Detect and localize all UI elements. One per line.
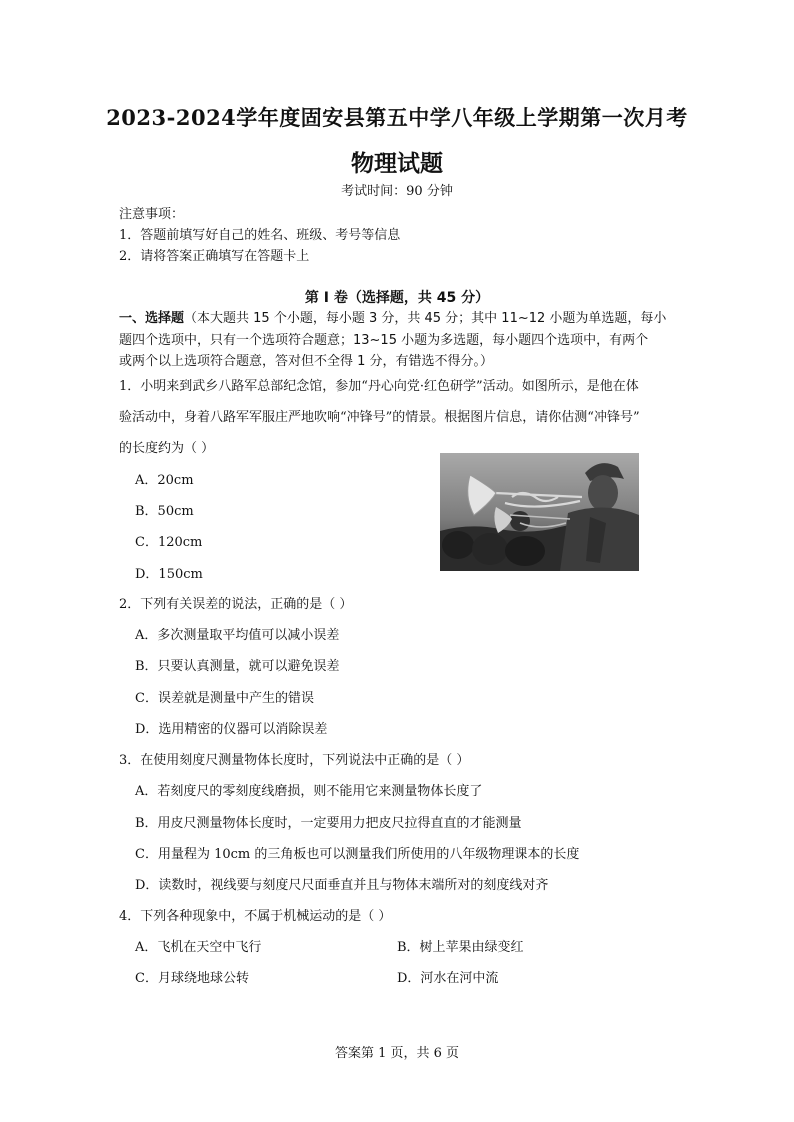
exam-title: 2023-2024学年度固安县第五中学八年级上学期第一次月考 [106, 105, 688, 130]
question-stem: 的长度约为（ ） [119, 441, 215, 456]
option: A．飞机在天空中飞行 [135, 940, 262, 955]
option: D．河水在河中流 [397, 971, 499, 986]
option: C．误差就是测量中产生的错误 [135, 691, 314, 706]
option: A．20cm [135, 473, 194, 488]
bugle-photo [440, 453, 639, 571]
option: B．用皮尺测量物体长度时，一定要用力把皮尺拉得直直的才能测量 [135, 816, 522, 831]
option: A．多次测量取平均值可以减小误差 [135, 628, 340, 643]
question-stem: 验活动中，身着八路军军服庄严地吹响“冲锋号”的情景。根据图片信息，请你估测“冲锋号” [119, 410, 640, 425]
option: C．用量程为 10cm 的三角板也可以测量我们所使用的八年级物理课本的长度 [135, 847, 580, 862]
question-stem: 2．下列有关误差的说法，正确的是（ ） [119, 597, 353, 612]
option: D．选用精密的仪器可以消除误差 [135, 722, 328, 737]
option: C．月球绕地球公转 [135, 971, 249, 986]
notes-heading: 注意事项： [119, 207, 185, 222]
option: D．150cm [135, 567, 203, 582]
section-label: 一、选择题 [119, 311, 185, 326]
question-stem: 1．小明来到武乡八路军总部纪念馆，参加“丹心向党·红色研学”活动。如图所示，是他在体 [119, 379, 639, 394]
option: B．树上苹果由绿变红 [397, 940, 524, 955]
note-item: 1．答题前填写好自己的姓名、班级、考号等信息 [119, 228, 401, 243]
option: B．只要认真测量，就可以避免误差 [135, 659, 340, 674]
option: B．50cm [135, 504, 194, 519]
page-footer: 答案第 1 页，共 6 页 [334, 1046, 460, 1061]
option: A．若刻度尺的零刻度线磨损，则不能用它来测量物体长度了 [135, 784, 483, 799]
option: D．读数时，视线要与刻度尺尺面垂直并且与物体末端所对的刻度线对齐 [135, 878, 549, 893]
question-stem: 3．在使用刻度尺测量物体长度时，下列说法中正确的是（ ） [119, 753, 470, 768]
section-intro-line: 一、选择题（本大题共 15 个小题，每小题 3 分，共 45 分；其中 11~12 小题为单选题，每小 [119, 311, 667, 326]
subject-title: 物理试题 [351, 150, 443, 177]
note-item: 2．请将答案正确填写在答题卡上 [119, 249, 310, 264]
section-heading: 第 I 卷（选择题，共 45 分） [304, 290, 490, 306]
option: C．120cm [135, 535, 203, 550]
exam-time: 考试时间：90 分钟 [341, 184, 453, 199]
section-intro-line: 题四个选项中，只有一个选项符合题意；13~15 小题为多选题，每小题四个选项中，有两个 [119, 333, 649, 348]
question-stem: 4．下列各种现象中，不属于机械运动的是（ ） [119, 909, 392, 924]
section-intro-line: 或两个以上选项符合题意，答对但不全得 1 分，有错选不得分。） [119, 354, 494, 369]
